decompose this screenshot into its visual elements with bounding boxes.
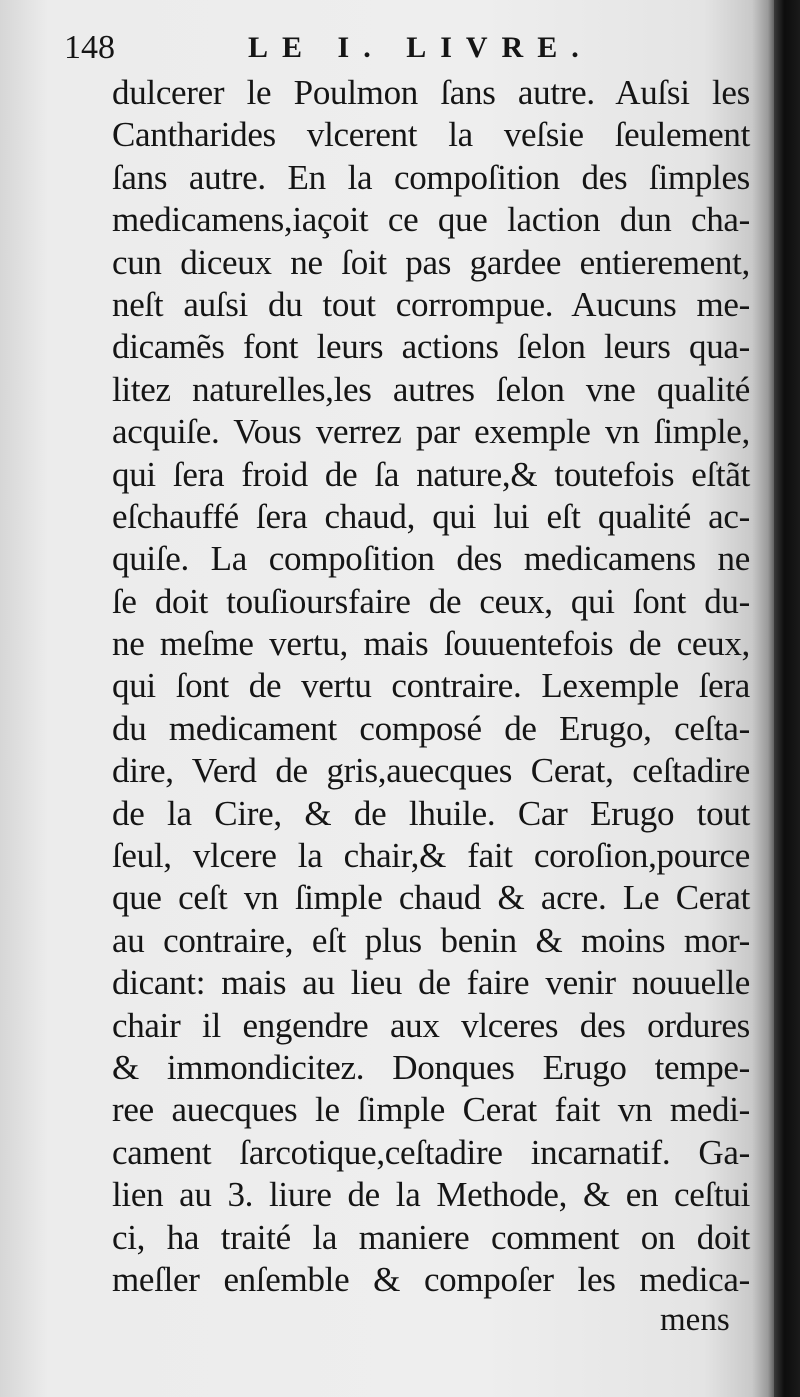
text-line: dulcerer le Poulmon ſans autre. Auſsi les: [112, 73, 750, 112]
text-line: qui ſont de vertu contraire. Lexemple ſera: [112, 666, 750, 706]
running-head: [64, 26, 724, 70]
text-line: litez naturelles,les autres ſelon vne qualité: [112, 369, 750, 409]
text-line: & immondicitez. Donques Erugo tempe-: [112, 1047, 750, 1087]
text-line: acquiſe. Vous verrez par exemple vn ſimple,: [112, 412, 750, 452]
text-line: eſchauffé ſera chaud, qui lui eſt qualité ac-: [112, 496, 750, 536]
book-spine-shadow: [774, 0, 800, 1397]
text-line: ſe doit touſioursfaire de ceux, qui ſont du-: [112, 581, 750, 621]
page-number: 148: [64, 29, 115, 66]
text-line: Cantharides vlcerent la veſsie ſeulement: [112, 115, 750, 155]
text-line: neſt auſsi du tout corrompue. Aucuns me-: [112, 284, 750, 324]
text-line: cun diceux ne ſoit pas gardee entierement,: [112, 242, 750, 282]
text-line: cament ſarcotique,ceſtadire incarnatif. Ga-: [112, 1132, 750, 1172]
running-title: LE I. LIVRE.: [248, 31, 593, 64]
text-line: que ceſt vn ſimple chaud & acre. Le Cerat: [112, 878, 750, 918]
text-line: de la Cire, & de lhuile. Car Erugo tout: [112, 793, 750, 833]
text-line: ſeul, vlcere la chair,& fait coroſion,pource: [112, 836, 750, 876]
body-text: [112, 72, 750, 1301]
text-line: ne meſme vertu, mais ſouuentefois de ceux,: [112, 624, 750, 664]
text-line: dicamẽs font leurs actions ſelon leurs qua-: [112, 327, 750, 367]
text-line: meſler enſemble & compoſer les medica-: [112, 1259, 750, 1299]
text-line: qui ſera froid de ſa nature,& toutefois eſtãt: [112, 454, 750, 494]
text-line: ſans autre. En la compoſition des ſimples: [112, 157, 750, 197]
text-line: au contraire, eſt plus benin & moins mor-: [112, 920, 750, 960]
text-line: ree auecques le ſimple Cerat fait vn medi-: [112, 1090, 750, 1130]
catchword: mens: [660, 1302, 730, 1338]
text-line: ci, ha traité la maniere comment on doit: [112, 1217, 750, 1257]
text-line: quiſe. La compoſition des medicamens ne: [112, 539, 750, 579]
text-line: chair il engendre aux vlceres des ordures: [112, 1005, 750, 1045]
text-line: lien au 3. liure de la Methode, & en ceſtui: [112, 1175, 750, 1215]
text-line: dire, Verd de gris,auecques Cerat, ceſtadire: [112, 751, 750, 791]
text-line: du medicament composé de Erugo, ceſta-: [112, 708, 750, 748]
text-line: dicant: mais au lieu de faire venir nouuelle: [112, 963, 750, 1003]
text-line: medicamens,iaçoit ce que laction dun cha-: [112, 200, 750, 240]
